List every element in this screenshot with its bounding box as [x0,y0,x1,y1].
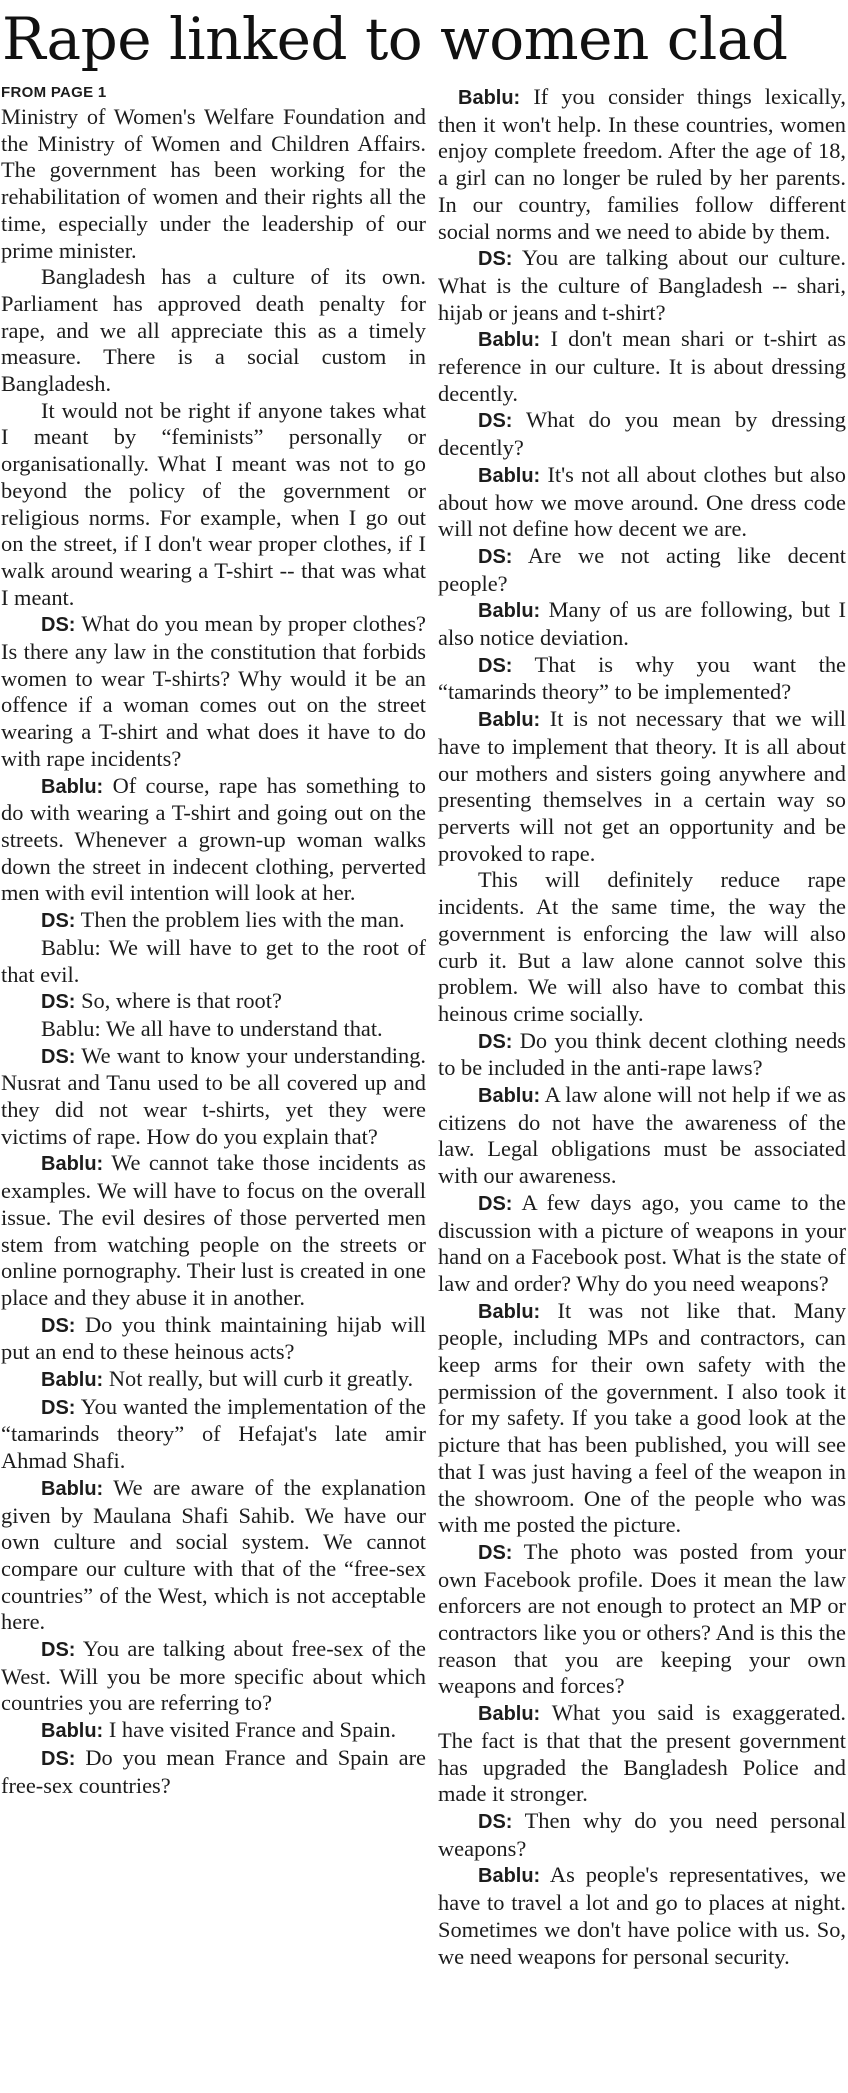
interview-paragraph [438,1539,846,1700]
left-paragraphs [1,104,426,1799]
interview-paragraph [438,706,846,867]
paragraph-text: It would not be right if anyone takes what I meant by “feminists” personally or organisationally. What I meant was not to go beyond the policy of the government or religious norms. For example, when I go out on the street, if I don't wear proper clothes, if I walk around wearing a T-shirt -- that was what I meant. [1,397,426,610]
paragraph-text: You are talking about free-sex of the West. Will you be more specific about which countries you are referring to? [1,1636,426,1716]
interview-paragraph [1,1636,426,1717]
paragraph-text: We want to know your understanding. Nusrat and Tanu used to be all covered up and they did not wear t-shirts, yet they were victims of rape. How do you explain that? [1,1042,426,1149]
paragraph-text: Do you mean France and Spain are free-sex countries? [1,1744,426,1798]
interview-paragraph [1,935,426,988]
interview-paragraph [1,1366,426,1394]
speaker-label: Bablu: [478,464,541,487]
speaker-label: Bablu: [478,1865,541,1888]
paragraph-text: Of course, rape has something to do with wearing a T-shirt and going out on the streets. Whenever a grown-up woman walks down the street in indecent clothing, perverted men with evil intention will look at her. [1,772,426,906]
interview-paragraph [1,1150,426,1311]
interview-paragraph [1,988,426,1016]
paragraph-text: It was not like that. Many people, including MPs and contractors, can keep arms for their own safety with the permission of the government. I also took it for my safety. If you take a good look at the picture that has been published, you will see that I was just having a feel of the weapon in the showroom. One of the people who was with me posted the picture. [438,1297,846,1538]
interview-paragraph [1,1043,426,1151]
interview-paragraph [438,543,846,597]
paragraph-text: A few days ago, you came to the discussion with a picture of weapons in your hand on a Facebook post. What is the state of law and order? Why do you need weapons? [438,1189,846,1296]
interview-paragraph [1,1475,426,1636]
paragraph-text: Many of us are following, but I also notice deviation. [438,597,846,651]
speaker-label: Bablu: [41,1369,104,1392]
speaker-label: DS: [478,1541,513,1564]
interview-paragraph [1,104,426,264]
interview-paragraph [1,264,426,398]
speaker-label: DS: [478,654,513,677]
interview-paragraph [1,1717,426,1745]
interview-paragraph [1,773,426,908]
interview-paragraph [1,907,426,935]
speaker-label: DS: [41,614,76,637]
speaker-label: Bablu: [478,329,541,352]
interview-paragraph [1,1016,426,1043]
interview-paragraph [438,867,846,1027]
speaker-label: DS: [41,1396,76,1419]
left-column [1,84,426,1799]
paragraph-text: It is not necessary that we will have to implement that theory. It is all about our mothers and sisters going anywhere and presenting themselves in a certain way so perverts will not get an opportunity and be provoked to rape. [438,706,846,866]
interview-paragraph [438,1808,846,1862]
interview-paragraph [438,245,846,326]
paragraph-text: What you said is exaggerated. The fact is that that the present government has upgraded the Bangladesh Police and made it stronger. [438,1700,846,1807]
speaker-label: DS: [478,248,513,271]
paragraph-text: Do you think maintaining hijab will put an end to these heinous acts? [1,1311,426,1365]
speaker-label: Bablu: [41,1153,104,1176]
paragraph-text: Not really, but will curb it greatly. [108,1366,414,1392]
paragraph-text: Bablu: We all have to understand that. [41,1015,383,1041]
speaker-label: Bablu: [41,1720,104,1743]
speaker-label: DS: [41,910,76,933]
right-column [438,84,846,1970]
paragraph-text: I have visited France and Spain. [108,1717,397,1743]
speaker-label: Bablu: [41,775,104,798]
speaker-label: Bablu: [478,600,541,623]
speaker-label: DS: [478,410,513,433]
paragraph-text: A law alone will not help if we as citizens do not have the awareness of the law. Legal obligations must be associated with our awareness. [438,1082,846,1189]
continuation-kicker: FROM PAGE 1 [1,84,107,101]
paragraph-text: It's not all about clothes but also about how we move around. One dress code will not define how decent we are. [438,461,846,542]
paragraph-text: As people's representatives, we have to travel a lot and go to places at night. Sometimes we don't have police with us. So, we need weapons for personal security. [438,1862,846,1969]
interview-paragraph [438,1862,846,1970]
right-paragraphs [438,84,846,1970]
paragraph-text: We are aware of the explanation given by Maulana Shafi Sahib. We have our own culture and social system. We cannot compare our culture with that of the “free-sex countries” of the West, which is not acceptable here. [1,1474,426,1635]
paragraph-text: I don't mean shari or t-shirt as reference in our culture. It is about dressing decently. [438,326,846,406]
interview-paragraph [1,1394,426,1475]
interview-paragraph [438,1082,846,1190]
speaker-label: DS: [478,1030,513,1053]
paragraph-text: Do you think decent clothing needs to be included in the anti-rape laws? [438,1027,846,1081]
interview-paragraph [438,1028,846,1082]
paragraph-text: The photo was posted from your own Facebook profile. Does it mean the law enforcers are not enough to protect an MP or contractors like you or others? And is this the reason that you are keeping your own weapons and forces? [438,1538,846,1699]
paragraph-text: That is why you want the “tamarinds theory” to be implemented? [438,651,846,705]
paragraph-text: Then the problem lies with the man. [80,907,405,933]
speaker-label: DS: [41,991,76,1014]
interview-paragraph [438,1700,846,1808]
speaker-label: DS: [41,1045,76,1068]
interview-paragraph [438,462,846,543]
paragraph-text: Bablu: We will have to get to the root of that evil. [1,934,426,987]
speaker-label: Bablu: [478,1085,541,1108]
interview-paragraph [1,1312,426,1366]
interview-paragraph [438,407,846,461]
headline: Rape linked to women clad [2,5,788,73]
speaker-label: DS: [41,1314,76,1337]
interview-paragraph [1,398,426,612]
speaker-label: DS: [478,1192,513,1215]
paragraph-text: Then why do you need personal weapons? [438,1808,846,1861]
speaker-label: DS: [41,1747,76,1770]
speaker-label: DS: [478,545,513,568]
interview-paragraph [1,1745,426,1799]
speaker-label: Bablu: [458,87,521,109]
paragraph-text: What do you mean by proper clothes? Is there any law in the constitution that forbids women to wear T-shirts? Why would it be an offence if a woman comes out on the street wearing a T-shirt and what does it have to do with rape incidents? [1,611,426,771]
paragraph-text: If you consider things lexically, then it won't help. In these countries, women enjoy complete freedom. After the age of 18, a girl can no longer be ruled by her parents. In our country, families follow different social norms and we need to abide by them. [438,84,846,244]
paragraph-text: We cannot take those incidents as examples. We will have to focus on the overall issue. The evil desires of those perverted men stem from watching people on the streets or online pornography. Their lust is created in one place and they abuse it in another. [1,1150,426,1310]
interview-paragraph [1,611,426,772]
paragraph-text: Are we not acting like decent people? [438,542,846,596]
paragraph-text: You wanted the implementation of the “tamarinds theory” of Hefajat's late amir Ahmad Shafi. [1,1393,426,1474]
speaker-label: DS: [478,1811,513,1833]
speaker-label: Bablu: [41,1477,104,1500]
interview-paragraph [438,84,846,245]
paragraph-text: What do you mean by dressing decently? [438,407,846,461]
paragraph-text: So, where is that root? [81,988,282,1014]
interview-paragraph [438,652,846,706]
interview-paragraph [438,1298,846,1539]
paragraph-text: Ministry of Women's Welfare Foundation and the Ministry of Women and Children Affairs. The government has been working for the rehabilitation of women and their rights all the time, especially under the leadership of our prime minister. [1,104,426,263]
speaker-label: DS: [41,1639,76,1662]
paragraph-text: You are talking about our culture. What is the culture of Bangladesh -- shari, hijab or jeans and t-shirt? [438,245,846,325]
interview-paragraph [438,326,846,407]
speaker-label: Bablu: [478,1300,541,1323]
interview-paragraph [438,597,846,651]
paragraph-text: Bangladesh has a culture of its own. Parliament has approved death penalty for rape, and we all appreciate this as a timely measure. There is a social custom in Bangladesh. [1,264,426,397]
paragraph-text: This will definitely reduce rape incidents. At the same time, the way the government is enforcing the law will also curb it. But a law alone cannot solve this problem. We will also have to combat this heinous crime socially. [438,867,846,1026]
interview-paragraph [438,1190,846,1298]
speaker-label: Bablu: [478,1703,541,1726]
speaker-label: Bablu: [478,709,541,732]
